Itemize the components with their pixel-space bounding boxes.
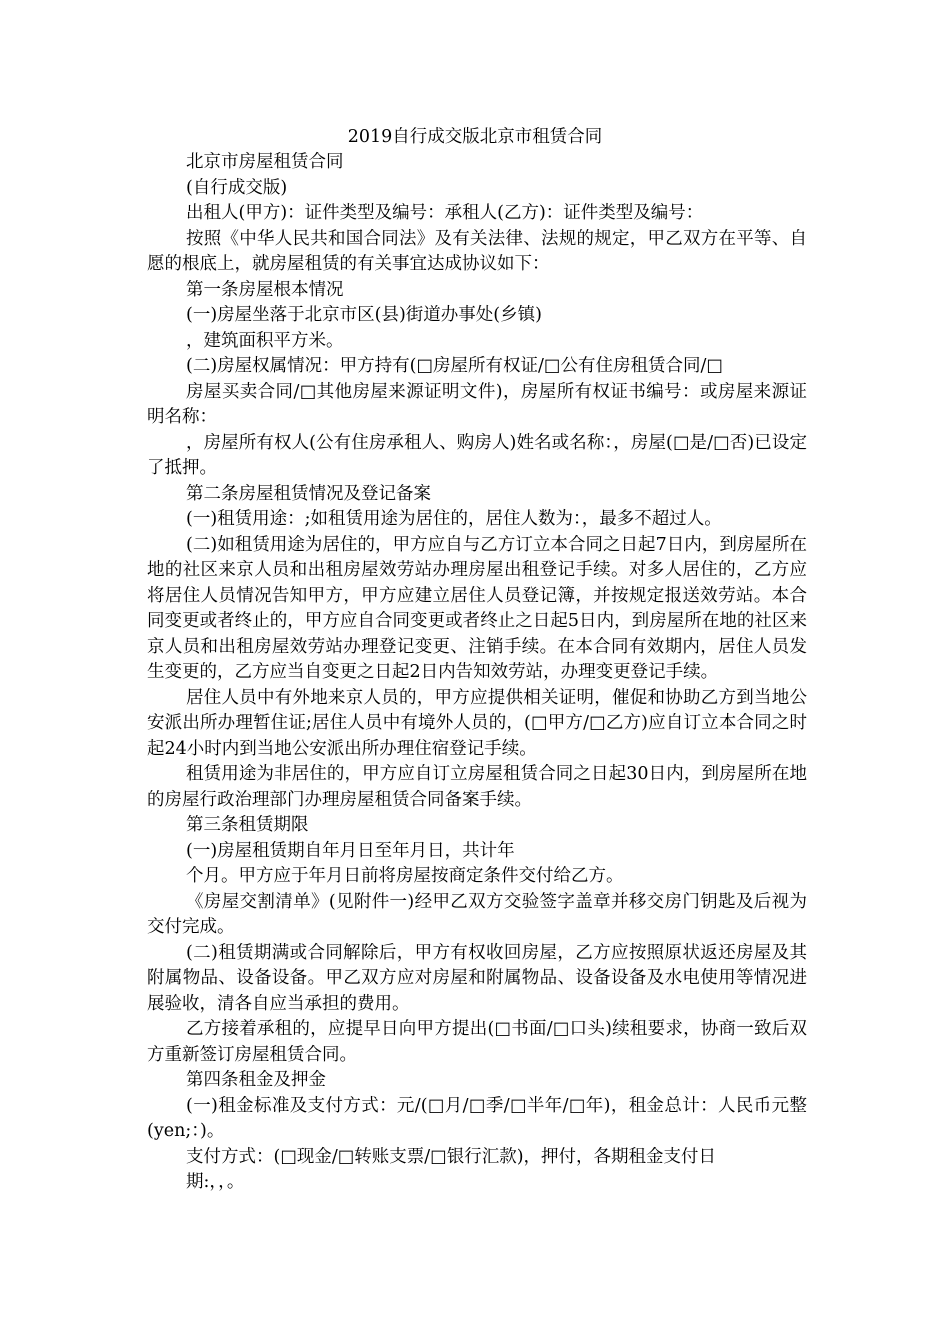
article-1-heading: 第一条房屋根本情况: [186, 279, 344, 300]
contract-name: 北京市房屋租赁合同: [186, 152, 344, 172]
article-3-renewal: 乙方接着承租的，应提早日向甲方提出(□书面/□口头)续租要求，协商一致后双方重新签订房屋租赁合同。: [147, 1019, 807, 1065]
article-3-handover-list: 《房屋交割清单》(见附件一)经甲乙双方交验签字盖章并移交房门钥匙及后视为交付完成。: [147, 891, 807, 937]
article-1-owner: ，房屋所有权人(公有住房承租人、购房人)姓名或名称：，房屋(□是/□否)已设定了抵押。: [147, 432, 807, 478]
document-body: [147, 150, 807, 1196]
article-3-heading: 第三条租赁期限: [186, 815, 309, 835]
preamble-paragraph: 按照《中华人民共和国合同法》及有关法律、法规的规定，甲乙双方在平等、自愿的根底上，就房屋租赁的有关事宜达成协议如下：: [147, 228, 807, 274]
article-1-area: ，建筑面积平方米。: [186, 330, 344, 351]
article-3-clause-1: (一)房屋租赁期自年月日至年月日，共计年: [186, 840, 515, 861]
article-4-clause-1: (一)租金标准及支付方式：元/(□月/□季/□半年/□年)，租金总计：人民币元整(yen;：)。: [147, 1095, 807, 1141]
article-4-payment-method: 支付方式：(□现金/□转账支票/□银行汇款)，押付，各期租金支付日: [186, 1146, 717, 1167]
article-4-heading: 第四条租金及押金: [186, 1070, 326, 1090]
article-1-clause-2: (二)房屋权属情况：甲方持有(□房屋所有权证/□公有住房租赁合同/□: [186, 356, 723, 376]
article-2-heading: 第二条房屋租赁情况及登记备案: [186, 483, 431, 504]
document-title: 2019自行成交版北京市租赁合同: [347, 127, 603, 147]
article-2-nonresidential: 租赁用途为非居住的，甲方应自订立房屋租赁合同之日起30日内，到房屋所在地的房屋行政治理部门办理房屋租赁合同备案手续。: [147, 764, 807, 810]
parties-line: 出租人(甲方)：证件类型及编号：承租人(乙方)：证件类型及编号：: [186, 203, 704, 223]
article-3-delivery: 个月。甲方应于年月日前将房屋按商定条件交付给乙方。: [186, 866, 624, 886]
article-2-nonlocal-residents: 居住人员中有外地来京人员的，甲方应提供相关证明，催促和协助乙方到当地公安派出所办理暂住证;居住人员中有境外人员的，(□甲方/□乙方)应自订立本合同之时起24小时内到当地公安派出所办理住宿登记手续。: [147, 687, 807, 759]
article-2-clause-2: (二)如租赁用途为居住的，甲方应自与乙方订立本合同之日起7日内，到房屋所在地的社区来京人员和出租房屋效劳站办理房屋出租登记手续。对多人居住的，乙方应将居住人员情况告知甲方，甲方应建立居住人员登记簿，并按规定报送效劳站。本合同变更或者终止的，甲方应自合同变更或者终止之日起5日内，到房屋所在地的社区来京人员和出租房屋效劳站办理登记变更、注销手续。在本合同有效期内，居住人员发生变更的，乙方应当自变更之日起2日内告知效劳站，办理变更登记手续。: [147, 534, 807, 682]
article-3-clause-2: (二)租赁期满或合同解除后，甲方有权收回房屋，乙方应按照原状返还房屋及其附属物品、设备设备。甲乙双方应对房屋和附属物品、设备设备及水电使用等情况进展验收，清各自应当承担的费用。: [147, 942, 807, 1014]
article-4-payment-date: 期:，，。: [186, 1172, 245, 1192]
contract-edition: (自行成交版): [186, 177, 288, 198]
article-1-certificate: 房屋买卖合同/□其他房屋来源证明文件)，房屋所有权证书编号：或房屋来源证明名称：: [147, 381, 807, 427]
article-2-clause-1: (一)租赁用途：;如租赁用途为居住的，居住人数为：，最多不超过人。: [186, 509, 722, 529]
article-1-clause-1: (一)房屋坐落于北京市区(县)街道办事处(乡镇): [186, 305, 542, 325]
